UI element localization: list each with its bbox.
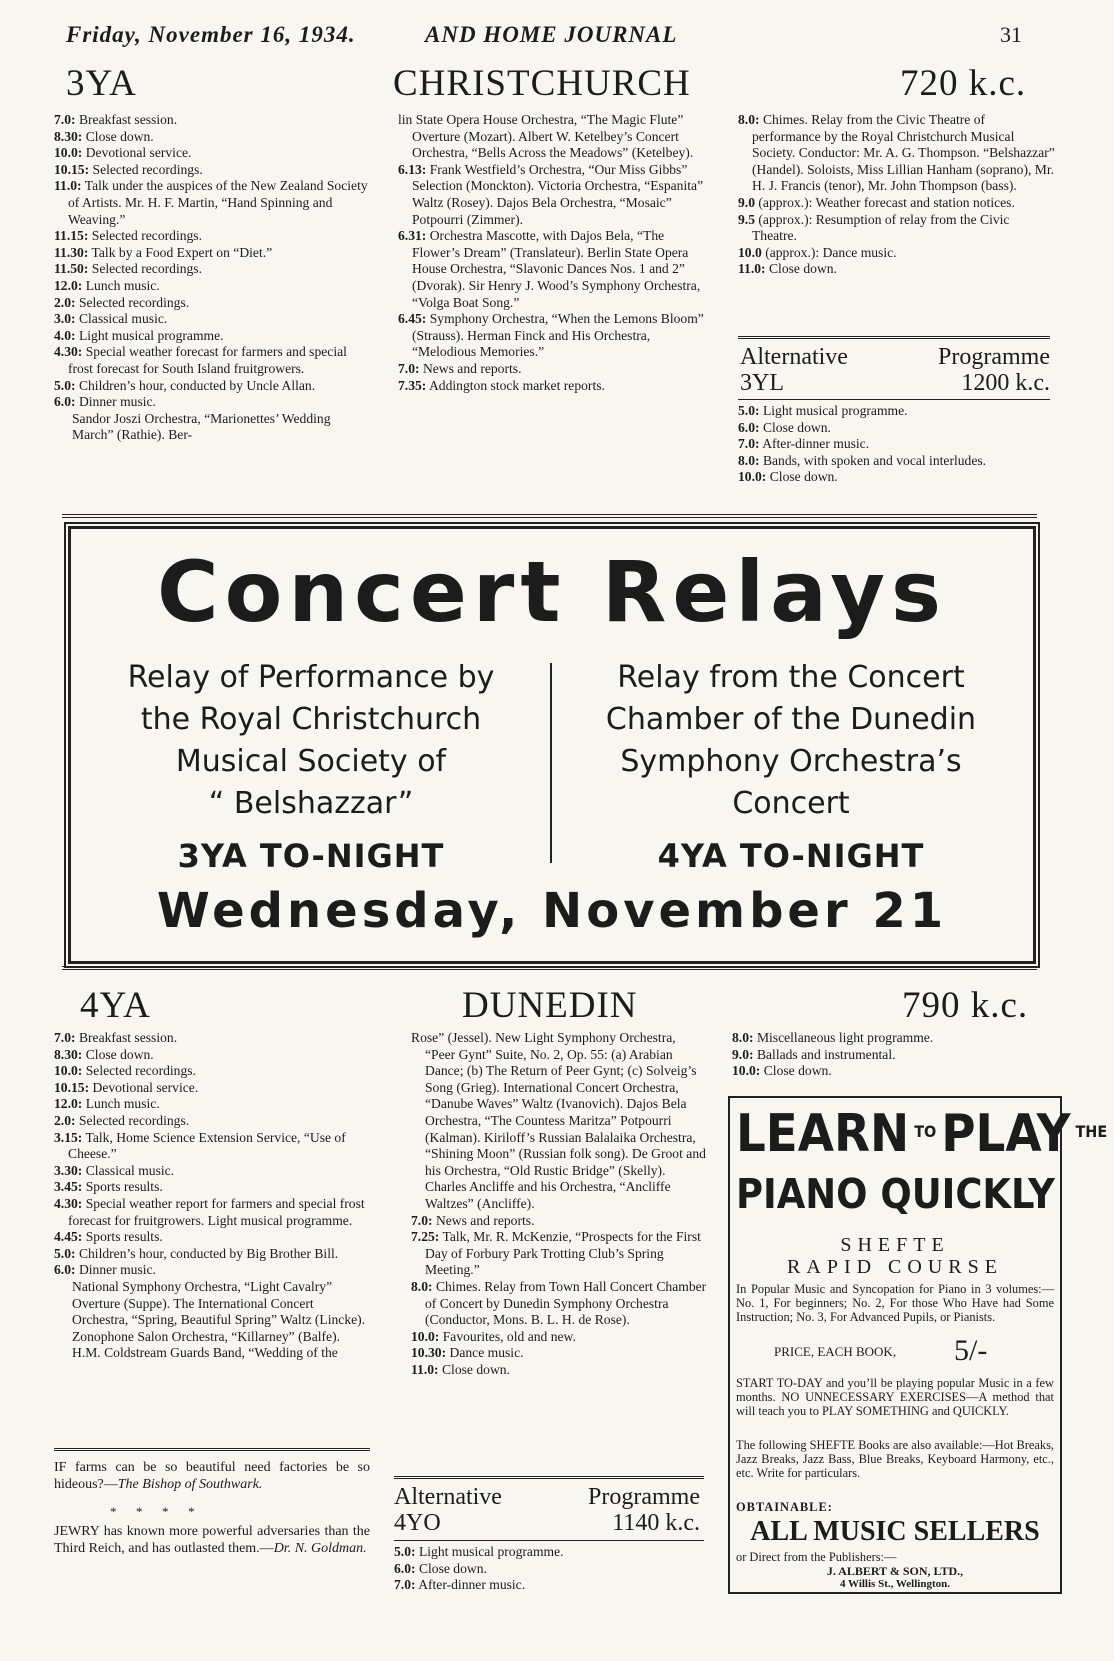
schedule-time: 8.30: <box>54 1046 83 1062</box>
schedule-time: 8.0: <box>411 1278 433 1294</box>
schedule-time: 11.0: <box>411 1361 439 1377</box>
relay-left-line: Relay of Performance by <box>127 660 495 695</box>
ad-brand: SHEFTE <box>840 1234 950 1256</box>
schedule-desc: Light musical programme. <box>78 327 224 343</box>
schedule-desc: After-dinner music. <box>762 436 870 452</box>
schedule-desc: Talk under the auspices of the New Zealand Society of Artists. Mr. H. F. Martin, “Hand Spinning and Weaving.” <box>68 178 368 227</box>
alt-label-left: Alternative <box>394 1484 502 1510</box>
schedule-time: 11.30: <box>54 244 89 260</box>
schedule-desc: Chimes. Relay from the Civic Theatre of performance by the Royal Christchurch Musical Society. Conductor: Mr. A. G. Thompson. “Belshazzar” (Handel). Soloists, Miss Lillian Hanham (soprano), Mr. H. J. Francis (tenor), Mr. John Thompson (bass). <box>752 112 1055 194</box>
schedule-3ya-col2 <box>398 112 713 394</box>
schedule-item <box>738 420 1056 437</box>
schedule-item <box>54 328 372 345</box>
schedule-item <box>54 178 372 228</box>
schedule-desc: Classical music. <box>85 1162 175 1178</box>
schedule-time: 11.15: <box>54 228 89 244</box>
schedule-4ya-col3 <box>732 1030 1050 1080</box>
alt-label-right: Programme <box>938 344 1050 370</box>
schedule-3yl <box>738 403 1056 486</box>
schedule-desc: Selected recordings. <box>85 1063 196 1079</box>
schedule-item <box>411 1279 707 1329</box>
ad-the: THE <box>1075 1122 1108 1141</box>
schedule-item <box>738 195 1056 212</box>
ad-body-1: START TO-DAY and you’ll be playing popular Music in a few months. NO UNNECESSARY EXERCISES—A method that will teach you to PLAY SOMETHING and QUICKLY. <box>736 1376 1054 1418</box>
header-journal: AND HOME JOURNAL <box>425 22 678 47</box>
tonight-3ya: 3YA TO-NIGHT <box>177 837 445 875</box>
relay-left-line: Musical Society of <box>175 744 447 779</box>
schedule-desc: Light musical programme. <box>762 403 908 418</box>
schedule-desc: Dance music. <box>449 1345 524 1361</box>
schedule-item <box>54 112 372 129</box>
schedule-time: 10.0: <box>411 1328 440 1344</box>
ad-to: TO <box>914 1122 937 1141</box>
concert-right <box>571 657 1011 875</box>
ad-direct: or Direct from the Publishers:— <box>736 1550 897 1564</box>
schedule-4ya-col2 <box>411 1030 707 1378</box>
schedule-desc: Talk, Home Science Extension Service, “Use of Cheese.” <box>68 1129 346 1162</box>
quote-text: IF farms can be so beautiful need factories be so hideous?— <box>54 1460 370 1492</box>
schedule-desc: News and reports. <box>422 360 522 376</box>
schedule-item <box>54 344 372 377</box>
divider-rule <box>394 1540 704 1541</box>
schedule-time: 5.0: <box>54 377 76 393</box>
concert-relays-box <box>68 526 1036 964</box>
schedule-time: 5.0: <box>738 403 760 418</box>
schedule-time: 12.0: <box>54 1096 83 1112</box>
schedule-time: 11.0: <box>738 261 766 277</box>
city-christchurch: CHRISTCHURCH <box>393 63 691 104</box>
ad-description: In Popular Music and Syncopation for Piano in 3 volumes:—No. 1, For beginners; No. 2, For those Who Have had Some Instruction; No. 3, For Advanced Pupils, or Pianists. <box>736 1282 1054 1324</box>
schedule-item <box>411 1329 707 1346</box>
asterisks-divider: * * * * <box>110 1504 195 1519</box>
schedule-item <box>54 1080 372 1097</box>
schedule-item <box>394 1561 704 1578</box>
alt-station: 3YL <box>740 370 784 396</box>
schedule-item <box>398 311 713 361</box>
schedule-item <box>398 228 713 311</box>
quote-author: Dr. N. Goldman. <box>273 1540 367 1556</box>
schedule-time: 7.0: <box>398 360 420 376</box>
schedule-item <box>54 378 372 395</box>
schedule-desc: Children’s hour, conducted by Uncle Allan. <box>78 377 316 393</box>
schedule-time: 9.0 <box>738 194 755 210</box>
schedule-desc: (approx.): Resumption of relay from the Civic Theatre. <box>752 211 1010 244</box>
schedule-time: 10.0: <box>732 1063 761 1079</box>
schedule-time: 4.30: <box>54 1195 83 1211</box>
schedule-time: 6.31: <box>398 228 427 244</box>
schedule-item <box>732 1047 1050 1064</box>
schedule-item <box>398 361 713 378</box>
concert-date: Wednesday, November 21 <box>156 883 948 939</box>
schedule-time: 4.0: <box>54 327 76 343</box>
schedule-item <box>738 212 1056 245</box>
divider-rule <box>54 1448 370 1451</box>
schedule-desc: Miscellaneous light programme. <box>756 1030 934 1045</box>
schedule-item <box>398 378 713 395</box>
schedule-item <box>732 1063 1050 1080</box>
schedule-item <box>54 1246 372 1263</box>
schedule-desc: Selected recordings. <box>92 161 203 177</box>
schedule-desc: (approx.): Weather forecast and station notices. <box>758 194 1015 210</box>
ad-publisher: J. ALBERT & SON, LTD., <box>826 1564 964 1578</box>
concert-title: Concert Relays <box>156 543 948 641</box>
relay-right-line: Chamber of the Dunedin <box>605 702 977 737</box>
freq-4ya: 790 k.c. <box>902 985 1029 1026</box>
alt-label-right: Programme <box>588 1484 700 1510</box>
schedule-time: 7.0: <box>394 1577 416 1593</box>
ad-course: RAPID COURSE <box>787 1256 1003 1278</box>
schedule-item <box>54 145 372 162</box>
ad-address: 4 Willis St., Wellington. <box>839 1578 951 1590</box>
schedule-desc: Orchestra Mascotte, with Dajos Bela, “The Flower’s Dream” (Translateur). Berlin State Opera House Orchestra, “Slavonic Dances Nos. 1 and 2” (Dvorak). Sir Henry J. Wood’s Symphony Orchestra, “Volga Boat Song.” <box>412 228 701 310</box>
schedule-item <box>54 1179 372 1196</box>
schedule-desc: After-dinner music. <box>418 1577 526 1593</box>
alt-station: 4YO <box>394 1510 441 1536</box>
schedule-desc: Talk by a Food Expert on “Diet.” <box>91 244 273 260</box>
schedule-item <box>54 245 372 262</box>
schedule-time: 7.35: <box>398 377 427 393</box>
schedule-item <box>738 112 1056 195</box>
divider-rule <box>62 514 1037 518</box>
schedule-item <box>394 1577 704 1594</box>
schedule-item <box>54 1163 372 1180</box>
concert-left <box>91 657 531 875</box>
schedule-time: 9.0: <box>732 1046 754 1062</box>
schedule-item <box>54 411 372 444</box>
schedule-desc: Favourites, old and new. <box>442 1328 576 1344</box>
quote-author: The Bishop of Southwark. <box>117 1476 263 1492</box>
schedule-4ya-col1 <box>54 1030 372 1362</box>
ad-play: PLAY <box>941 1104 1071 1164</box>
schedule-item <box>394 1544 704 1561</box>
schedule-time: 4.45: <box>54 1229 83 1245</box>
schedule-time: 9.5 <box>738 211 755 227</box>
divider-rule <box>394 1476 704 1479</box>
schedule-desc: Close down. <box>763 1063 832 1079</box>
schedule-item <box>54 1279 372 1362</box>
alt-freq: 1140 k.c. <box>612 1510 700 1536</box>
schedule-time: 6.0: <box>738 419 760 435</box>
schedule-time: 2.0: <box>54 294 76 310</box>
schedule-item <box>398 112 713 162</box>
schedule-desc: Special weather forecast for farmers and special frost forecast for South Island fruitgrowers. <box>68 344 347 376</box>
schedule-time: 2.0: <box>54 1112 76 1128</box>
schedule-time: 10.15: <box>54 161 90 177</box>
relay-right-line: Symphony Orchestra’s <box>620 744 962 779</box>
schedule-time: 7.25: <box>411 1229 440 1245</box>
schedule-3ya-col1 <box>54 112 372 444</box>
schedule-desc: Rose” (Jessel). New Light Symphony Orchestra, “Peer Gynt” Suite, No. 2, Op. 55: (a) Arabian Dance; (b) The Return of Peer Gynt; (c) Solveig’s Song (Grieg). International Concert Orchestra, “Danube Waves” Waltz (Ivanovich). Dajos Bela Orchestra, “The Countess Maritza” Potpourri (Kalman). Kiriloff’s Russian Balalaika Orchestra, “Shining Moon” (Russian folk song). De Groot and his Orchestra, “Old Rustic Bridge” (Skelly). Charles Ancliffe and his Orchestra, “Ancliffe Waltzes” (Ancliffe). <box>411 1030 706 1211</box>
schedule-item <box>738 261 1056 278</box>
station-3ya: 3YA <box>66 63 137 104</box>
schedule-time: 8.0: <box>738 452 760 468</box>
schedule-time: 8.0: <box>738 112 760 127</box>
schedule-item <box>411 1030 707 1213</box>
schedule-time: 10.0: <box>54 1063 83 1079</box>
schedule-desc: Close down. <box>85 128 154 144</box>
tonight-4ya: 4YA TO-NIGHT <box>657 837 925 875</box>
schedule-desc: Selected recordings. <box>78 1112 190 1128</box>
schedule-item <box>54 162 372 179</box>
schedule-desc: Classical music. <box>78 311 168 327</box>
alt-programme-3yl <box>740 344 1050 396</box>
schedule-time: 8.30: <box>54 128 83 144</box>
schedule-time: 10.0: <box>54 145 83 161</box>
schedule-4yo <box>394 1544 704 1594</box>
schedule-time: 11.0: <box>54 178 82 194</box>
schedule-time: 6.13: <box>398 161 427 177</box>
schedule-time: 3.15: <box>54 1129 83 1145</box>
schedule-item <box>54 1030 372 1047</box>
schedule-desc: Breakfast session. <box>78 112 178 127</box>
schedule-item <box>54 295 372 312</box>
relay-left-line: “ Belshazzar” <box>208 786 414 821</box>
schedule-3ya-col3 <box>738 112 1056 278</box>
schedule-time: 5.0: <box>54 1245 76 1261</box>
quote-goldman <box>54 1524 370 1557</box>
divider-rule <box>738 399 1050 400</box>
page-number: 31 <box>1000 22 1022 47</box>
piano-ad <box>728 1096 1108 1594</box>
schedule-desc: Devotional service. <box>85 145 192 161</box>
schedule-desc: Close down. <box>769 469 838 485</box>
schedule-time: 7.0: <box>54 1030 76 1045</box>
schedule-item <box>54 1130 372 1163</box>
city-dunedin: DUNEDIN <box>462 985 638 1026</box>
schedule-item <box>732 1030 1050 1047</box>
schedule-item <box>398 162 713 228</box>
schedule-item <box>54 228 372 245</box>
ad-price: 5/- <box>954 1334 988 1367</box>
divider-rule <box>738 336 1050 339</box>
schedule-desc: Dinner music. <box>78 394 156 410</box>
column-divider <box>550 663 552 863</box>
schedule-time: 11.50: <box>54 261 89 277</box>
schedule-time: 5.0: <box>394 1544 416 1559</box>
schedule-item <box>54 394 372 411</box>
ad-obtainable: OBTAINABLE: <box>736 1500 833 1514</box>
schedule-item <box>54 1262 372 1279</box>
schedule-time: 10.30: <box>411 1345 447 1361</box>
ad-sellers: ALL MUSIC SELLERS <box>750 1516 1040 1547</box>
schedule-desc: Chimes. Relay from Town Hall Concert Chamber of Concert by Dunedin Symphony Orchestra (Conductor, Mons. B. L. H. de Rose). <box>425 1278 707 1328</box>
schedule-desc: Selected recordings. <box>78 294 190 310</box>
schedule-desc: Children’s hour, conducted by Big Brother Bill. <box>78 1245 339 1261</box>
schedule-item <box>411 1362 707 1379</box>
ad-headline-2: PIANO QUICKLY <box>736 1170 1055 1218</box>
schedule-item <box>54 1047 372 1064</box>
schedule-item <box>54 261 372 278</box>
quote-bishop <box>54 1460 370 1493</box>
schedule-item <box>738 469 1056 486</box>
schedule-item <box>738 453 1056 470</box>
schedule-desc: Close down. <box>441 1361 510 1377</box>
schedule-time: 3.0: <box>54 311 76 327</box>
relay-right-line: Concert <box>732 786 850 821</box>
schedule-desc: Close down. <box>762 419 831 435</box>
ad-body-2: The following SHEFTE Books are also available:—Hot Breaks, Jazz Breaks, Jazz Bass, Blue Breaks, Keyboard Harmony, etc., etc. Write for particulars. <box>736 1438 1054 1480</box>
schedule-time: 4.30: <box>54 344 83 360</box>
schedule-desc: lin State Opera House Orchestra, “The Magic Flute” Overture (Mozart). Albert W. Ketelbey’s Concert Orchestra, “Bells Across the Meadows” (Ketelbey). <box>398 112 694 161</box>
schedule-desc: Bands, with spoken and vocal interludes. <box>762 452 987 468</box>
schedule-desc: News and reports. <box>435 1212 535 1228</box>
schedule-item <box>411 1229 707 1279</box>
schedule-desc: Sports results. <box>85 1229 163 1245</box>
alt-label-left: Alternative <box>740 344 848 370</box>
quote-text: JEWRY has known more powerful adversaries than the Third Reich, and has outlasted them.— <box>54 1524 370 1556</box>
schedule-desc: Light musical programme. <box>418 1544 564 1559</box>
alt-programme-4yo <box>394 1484 700 1536</box>
relay-right-line: Relay from the Concert <box>617 660 965 695</box>
schedule-time: 6.45: <box>398 311 427 327</box>
schedule-desc: Frank Westfield’s Orchestra, “Our Miss Gibbs” Selection (Monckton). Victoria Orchestra, “Espanita” Waltz (Rosey). Dajos Bela Orchestra, “Mosaic” Potpourri (Zimmer). <box>412 161 704 227</box>
schedule-desc: Ballads and instrumental. <box>756 1046 896 1062</box>
schedule-item <box>411 1213 707 1230</box>
schedule-desc: Addington stock market reports. <box>428 377 605 393</box>
schedule-item <box>738 403 1056 420</box>
schedule-time: 12.0: <box>54 277 83 293</box>
schedule-time: 6.0: <box>54 1262 76 1278</box>
schedule-time: 7.0: <box>411 1212 433 1228</box>
schedule-desc: Close down. <box>418 1560 487 1576</box>
schedule-desc: Close down. <box>85 1046 154 1062</box>
ad-learn: LEARN <box>736 1104 910 1164</box>
schedule-time: 7.0: <box>738 436 760 452</box>
schedule-desc: Sports results. <box>85 1179 163 1195</box>
schedule-desc: Breakfast session. <box>78 1030 178 1045</box>
schedule-desc: Symphony Orchestra, “When the Lemons Bloom” (Strauss). Herman Finck and His Orchestra, “Melodious Memories.” <box>412 311 704 360</box>
header-date: Friday, November 16, 1934. <box>66 22 356 47</box>
schedule-desc: Close down. <box>768 261 837 277</box>
relay-left-line: the Royal Christchurch <box>140 702 482 737</box>
schedule-item <box>54 1196 372 1229</box>
schedule-desc: Lunch music. <box>85 1096 160 1112</box>
schedule-item <box>54 129 372 146</box>
station-4ya: 4YA <box>80 985 151 1026</box>
freq-3ya: 720 k.c. <box>900 63 1027 104</box>
schedule-desc: Lunch music. <box>85 277 160 293</box>
divider-rule <box>62 966 1037 970</box>
schedule-item <box>54 311 372 328</box>
schedule-item <box>738 436 1056 453</box>
schedule-desc: (approx.): Dance music. <box>765 244 897 260</box>
schedule-time: 3.45: <box>54 1179 83 1195</box>
schedule-desc: Sandor Joszi Orchestra, “Marionettes’ Wedding March” (Rathie). Ber- <box>72 410 331 443</box>
ad-headline-1 <box>736 1104 1108 1164</box>
schedule-desc: National Symphony Orchestra, “Light Cavalry” Overture (Suppe). The International Concert Orchestra, “Spring, Beautiful Spring” Waltz (Lincke). Zonophone Salon Orchestra, “Killarney” (Balfe). H.M. Coldstream Guards Band, “Wedding of the <box>72 1278 366 1361</box>
schedule-time: 3.30: <box>54 1162 83 1178</box>
schedule-desc: Selected recordings. <box>91 228 202 244</box>
schedule-item <box>738 245 1056 262</box>
schedule-desc: Selected recordings. <box>91 261 202 277</box>
schedule-desc: Talk, Mr. R. McKenzie, “Prospects for the First Day of Forbury Park Trotting Club’s Spring Meeting.” <box>425 1229 701 1278</box>
schedule-time: 10.15: <box>54 1079 90 1095</box>
ad-price-label: PRICE, EACH BOOK, <box>774 1344 897 1359</box>
schedule-desc: Dinner music. <box>78 1262 156 1278</box>
schedule-time: 6.0: <box>394 1560 416 1576</box>
schedule-time: 10.0: <box>738 469 767 485</box>
schedule-time: 6.0: <box>54 394 76 410</box>
schedule-item <box>54 278 372 295</box>
schedule-item <box>54 1063 372 1080</box>
schedule-desc: Special weather report for farmers and special frost forecast for fruitgrowers. Light musical programme. <box>68 1195 365 1228</box>
schedule-item <box>411 1345 707 1362</box>
schedule-time: 8.0: <box>732 1030 754 1045</box>
schedule-time: 7.0: <box>54 112 76 127</box>
schedule-time: 10.0 <box>738 244 762 260</box>
schedule-item <box>54 1096 372 1113</box>
schedule-item <box>54 1113 372 1130</box>
schedule-desc: Devotional service. <box>92 1079 199 1095</box>
alt-freq: 1200 k.c. <box>961 370 1050 396</box>
schedule-item <box>54 1229 372 1246</box>
